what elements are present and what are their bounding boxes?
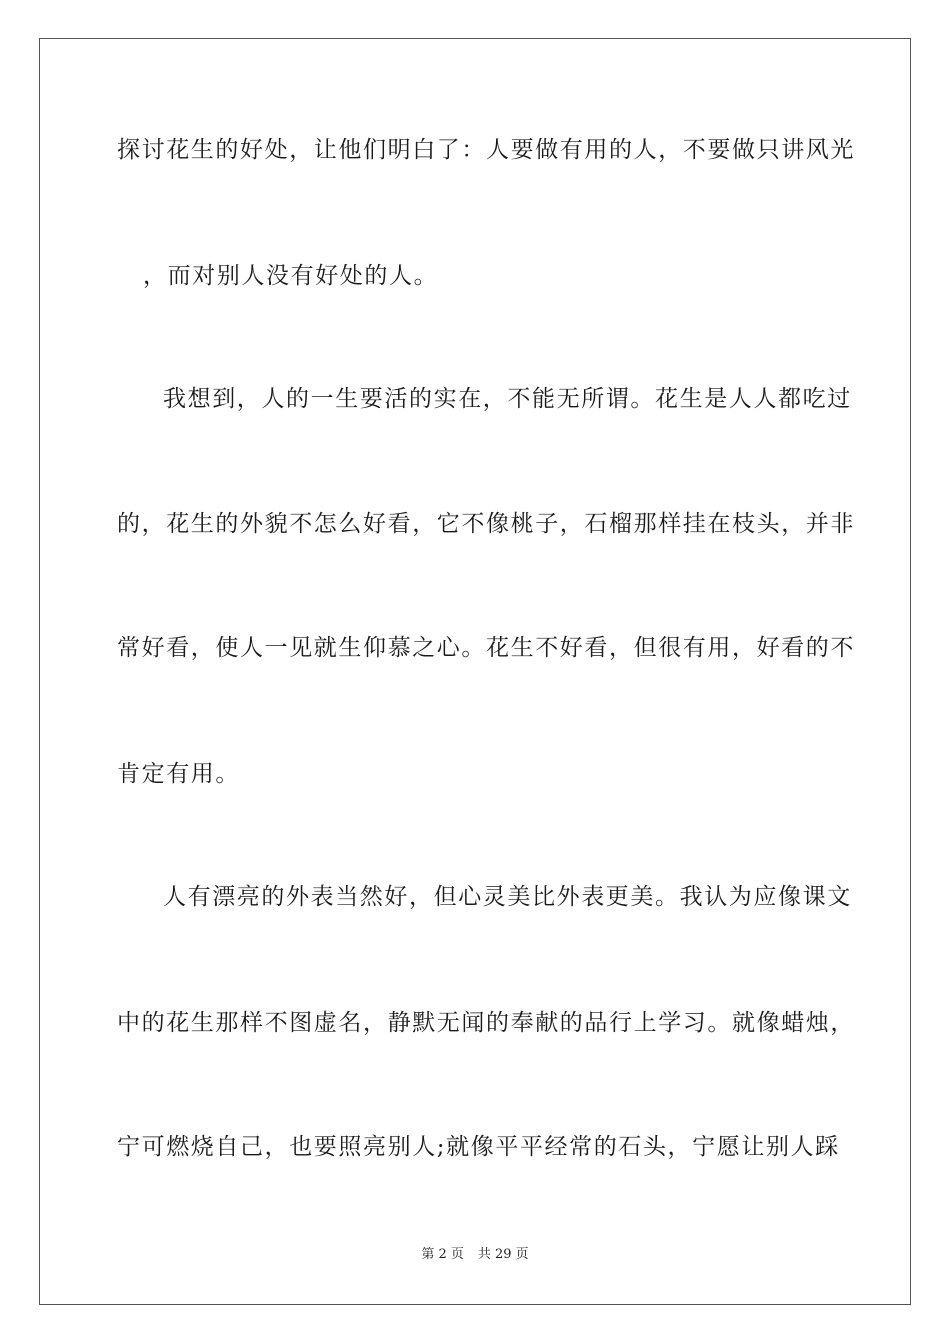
text-line: 中的花生那样不图虚名，静默无闻的奉献的品行上学习。就像蜡烛， (117, 1010, 855, 1036)
text-line: 我想到，人的一生要活的实在，不能无所谓。花生是人人都吃过 (163, 386, 852, 412)
text-line: 肯定有用。 (117, 761, 240, 787)
text-line: 人有漂亮的外表当然好，但心灵美比外表更美。我认为应像课文 (163, 884, 852, 910)
text-line: 的，花生的外貌不怎么好看，它不像桃子，石榴那样挂在枝头，并非 (117, 511, 855, 537)
page-number: 第 2 页 (421, 1247, 464, 1262)
text-line: 常好看，使人一见就生仰慕之心。花生不好看，但很有用，好看的不 (117, 635, 855, 661)
text-line: 探讨花生的好处，让他们明白了：人要做有用的人，不要做只讲风光 (117, 137, 855, 163)
text-line: ，而对别人没有好处的人。 (143, 263, 439, 289)
page-total: 共 29 页 (477, 1247, 529, 1262)
page-footer (0, 1246, 950, 1264)
text-line: 宁可燃烧自己，也要照亮别人;就像平平经常的石头，宁愿让别人踩 (117, 1134, 840, 1160)
page-border (39, 38, 911, 1305)
